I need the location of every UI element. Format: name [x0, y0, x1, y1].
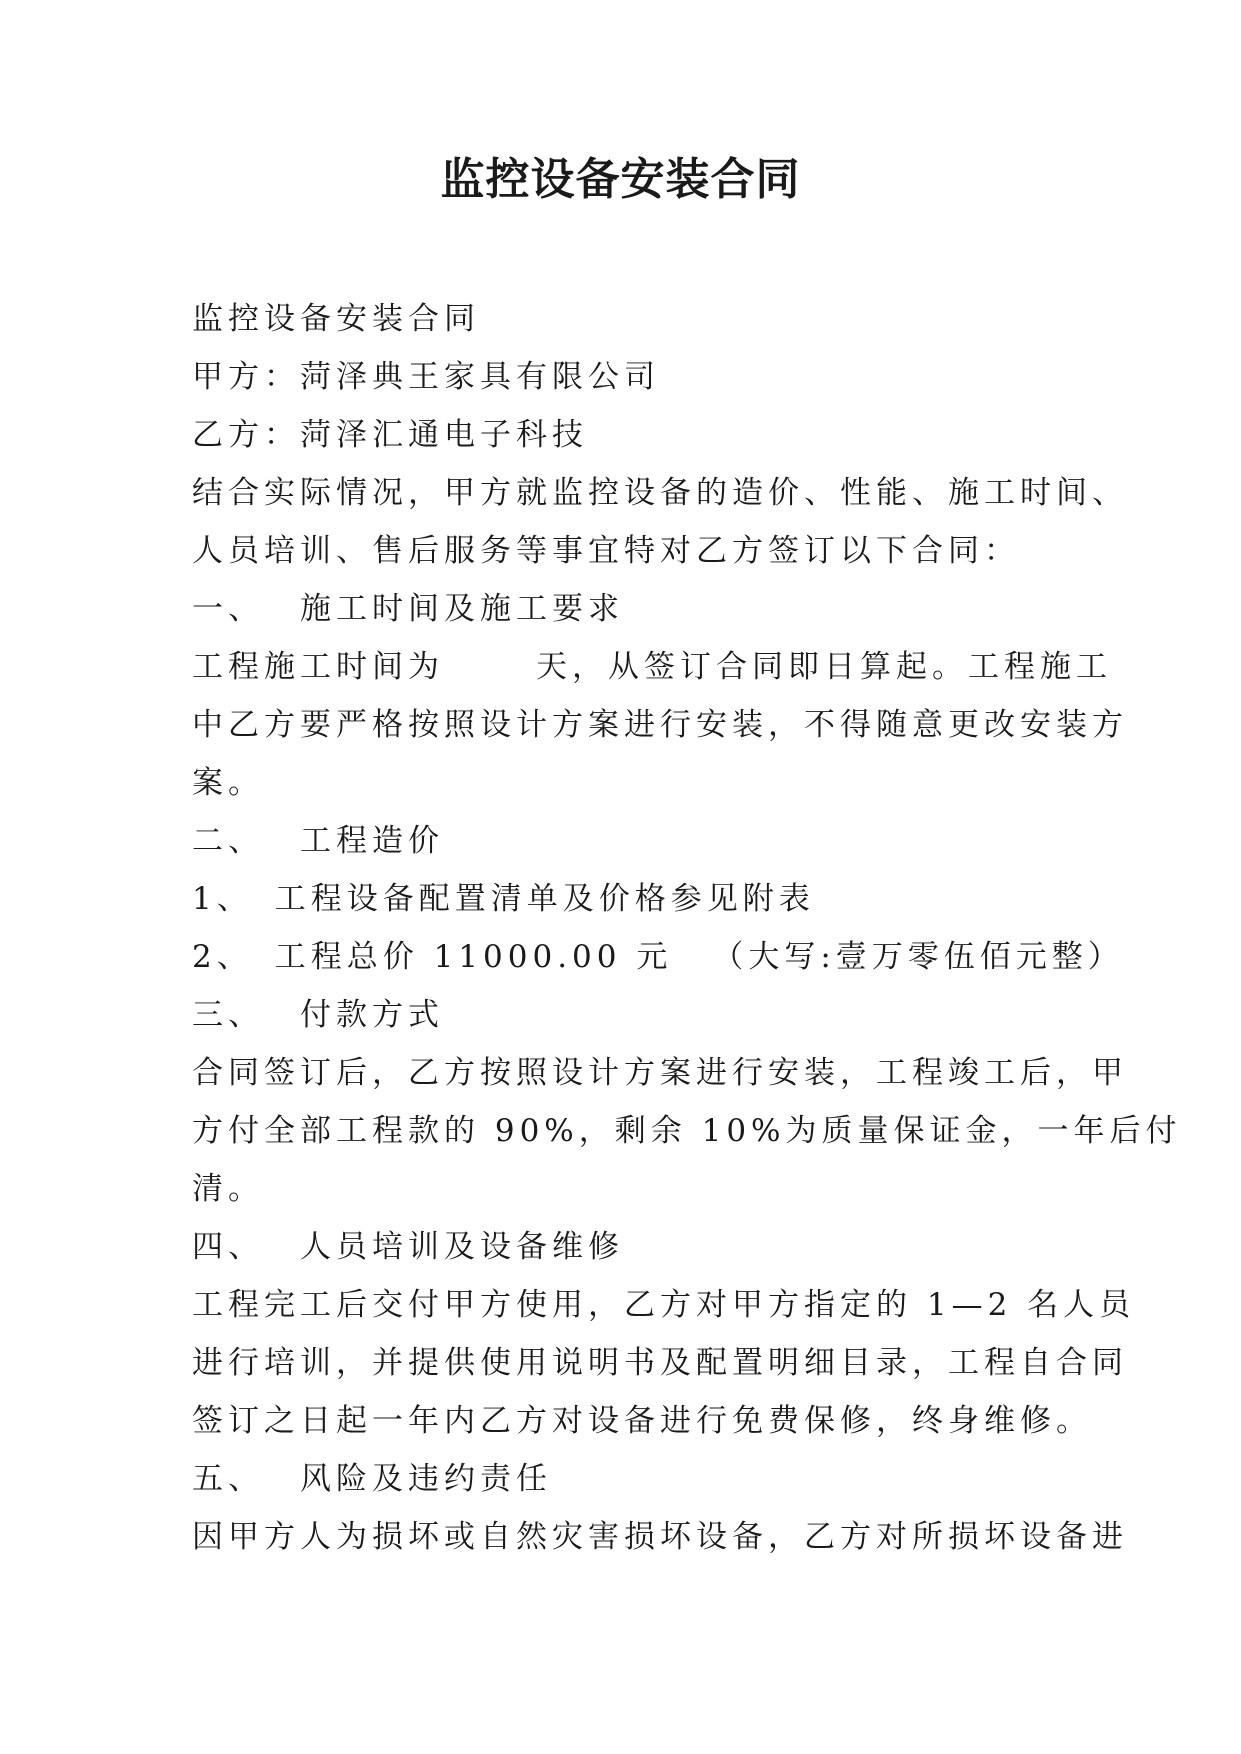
item-text: 工程总价 11000.00 元 — [274, 939, 673, 975]
section-number: 一、 — [192, 591, 264, 627]
section-number: 四、 — [192, 1229, 264, 1265]
section-heading — [192, 986, 1092, 1044]
text-fragment: 工程施工时间为 — [192, 649, 444, 685]
section-number: 二、 — [192, 823, 264, 859]
paragraph-line: 因甲方人为损坏或自然灾害损坏设备，乙方对所损坏设备进 — [192, 1519, 1128, 1555]
section-title: 人员培训及设备维修 — [300, 1229, 624, 1265]
item-number: 2、 — [192, 939, 253, 975]
list-item — [192, 928, 1124, 986]
item-paren-text: （大写:壹万零伍佰元整） — [712, 939, 1124, 975]
item-number: 1、 — [192, 881, 253, 917]
document-body — [192, 290, 1182, 1566]
paragraph-line: 签订之日起一年内乙方对设备进行免费保修，终身维修。 — [192, 1403, 1092, 1439]
section-heading — [192, 1450, 1092, 1508]
paragraph-line: 工程完工后交付甲方使用，乙方对甲方指定的 1—2 名人员 — [192, 1287, 1136, 1323]
paragraph-line: 方付全部工程款的 90%，剩余 10%为质量保证金，一年后付 — [192, 1113, 1182, 1149]
section-title: 工程造价 — [300, 823, 444, 859]
section-heading — [192, 1218, 1092, 1276]
subtitle: 监控设备安装合同 — [192, 301, 480, 337]
paragraph-line: 进行培训，并提供使用说明书及配置明细目录，工程自合同 — [192, 1345, 1128, 1381]
text-fragment: 天，从签订合同即日算起。工程施工 — [536, 649, 1112, 685]
section-number: 三、 — [192, 997, 264, 1033]
paragraph-line: 清。 — [192, 1171, 264, 1207]
section-heading — [192, 812, 1092, 870]
section-title: 风险及违约责任 — [300, 1461, 552, 1497]
intro-line: 人员培训、售后服务等事宜特对乙方签订以下合同： — [192, 533, 1020, 569]
paragraph-line: 案。 — [192, 765, 264, 801]
paragraph-line: 中乙方要严格按照设计方案进行安装，不得随意更改安装方 — [192, 707, 1128, 743]
section-heading — [192, 580, 1092, 638]
paragraph-line — [192, 638, 1112, 696]
party-b: 乙方：菏泽汇通电子科技 — [192, 417, 588, 453]
section-title: 付款方式 — [300, 997, 444, 1033]
section-title: 施工时间及施工要求 — [300, 591, 624, 627]
paragraph-line: 合同签订后，乙方按照设计方案进行安装，工程竣工后，甲 — [192, 1055, 1128, 1091]
section-number: 五、 — [192, 1461, 264, 1497]
list-item — [192, 870, 1092, 928]
item-text: 工程设备配置清单及价格参见附表 — [274, 881, 815, 917]
document-title: 监控设备安装合同 — [440, 154, 801, 205]
party-a: 甲方：菏泽典王家具有限公司 — [192, 359, 660, 395]
intro-line: 结合实际情况，甲方就监控设备的造价、性能、施工时间、 — [192, 475, 1128, 511]
